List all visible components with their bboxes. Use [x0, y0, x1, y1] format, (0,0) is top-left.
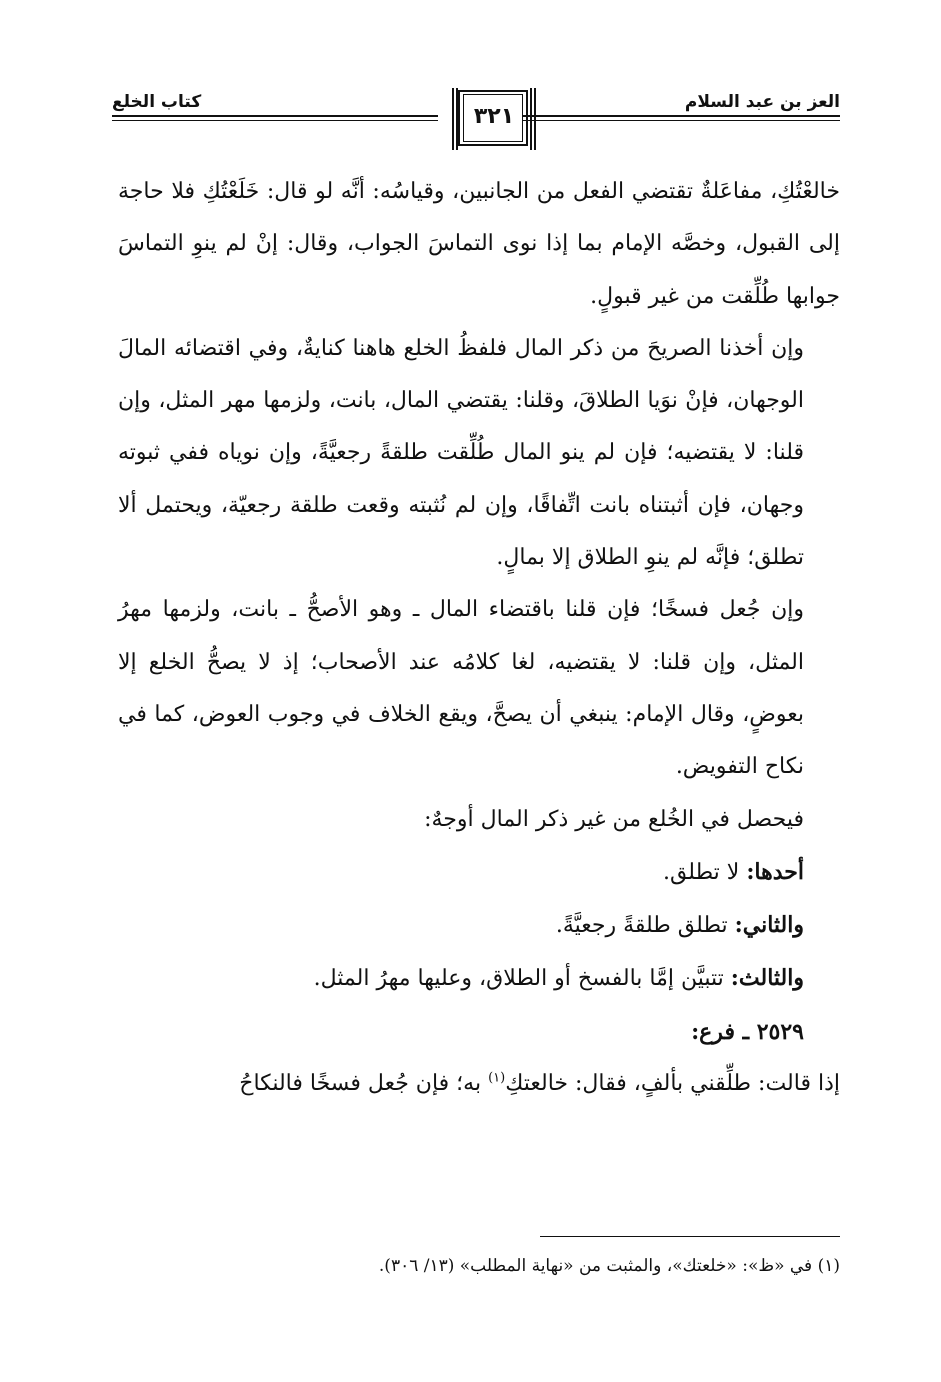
list-text-2: تطلق طلقةً رجعيَّةً. — [555, 913, 728, 939]
list-text-1: لا تطلق. — [662, 859, 740, 885]
running-title-chapter: كتاب الخلع — [112, 92, 202, 112]
list-text-3: تتبيَّن إمَّا بالفسخ أو الطلاق، وعليها مهرُ المثل. — [313, 966, 724, 992]
footnote-separator — [540, 1236, 840, 1237]
paragraph-1: خالعْتُكِ، مفاعَلةٌ تقتضي الفعل من الجانبين، وقياسُه: أنَّه لو قال: خَلَعْتُكِ فلا حاجة إلى القبول، وخصَّه الإمام بما إذا نوى التماسَ الجواب، وقال: إنْ لم ينوِ التماسَ جوابها طُلِّقت من غير قبولٍ. — [118, 179, 840, 309]
footnote-reference[interactable]: (١) — [488, 1070, 506, 1086]
paragraph-5 — [118, 1058, 840, 1110]
list-item-2 — [118, 899, 840, 952]
paragraph-5-start: إذا قالت: طلِّقني بألفٍ، فقال: خالعتكِ — [505, 1071, 840, 1097]
paragraph-2: وإن أخذنا الصريحَ من ذكر المال فلفظُ الخلع هاهنا كنايةٌ، وفي اقتضائه المالَ الوجهان، فإنْ نوَيا الطلاقَ، وقلنا: يقتضي المال، بانت، ولزمها مهر المثل، وإن قلنا: لا يقتضيه؛ فإن لم ينو المال طُلِّقت طلقةً رجعيَّةً، وإن نوياه ففي ثبوته وجهان، فإن أثبتناه بانت اتِّفاقًا، وإن لم نُثبته وقعت طلقة رجعيّة، ويحتمل ألا تطلق؛ فإنَّه لم ينوِ الطلاق إلا بمالٍ. — [118, 335, 804, 571]
list-item-3 — [118, 952, 840, 1005]
paragraph-3: وإن جُعل فسخًا؛ فإن قلنا باقتضاء المال ـ وهو الأصحُّ ـ بانت، ولزمها مهرُ المثل، وإن قلنا: لا يقتضيه، لغا كلامُه عند الأصحاب؛ إذ لا يصحُّ الخلع إلا بعوضٍ، وقال الإمام: ينبغي أن يصحَّ، ويقع الخلاف في وجوب العوض، كما في نكاح التفويض. — [118, 597, 804, 780]
main-text — [118, 166, 840, 1110]
paragraph-4: فيحصل في الخُلع من غير ذكر المال أوجهٌ: — [424, 806, 804, 832]
list-label-2: والثاني: — [734, 912, 804, 939]
running-title-author: العز بن عبد السلام — [684, 92, 840, 112]
header-rule-right-thin — [522, 120, 840, 121]
header-rule-left — [112, 115, 438, 117]
header-rule-right — [522, 115, 840, 117]
list-label-1: أحدها: — [746, 858, 804, 885]
footnote: (١) في «ظ»: «خلعتك»، والمثبت من «نهاية المطلب» (١٣/ ٣٠٦). — [378, 1256, 840, 1276]
list-item-1 — [118, 846, 840, 899]
paragraph-5-end: به؛ فإن جُعل فسخًا فالنكاحُ — [239, 1071, 489, 1097]
header-rule-left-thin — [112, 120, 438, 121]
page-number-frame — [452, 88, 536, 150]
page-number: ٣٢١ — [473, 104, 515, 129]
page-header — [112, 88, 840, 158]
list-label-3: والثالث: — [730, 965, 804, 992]
section-heading: ٢٥٢٩ ـ فرع: — [691, 1018, 804, 1045]
